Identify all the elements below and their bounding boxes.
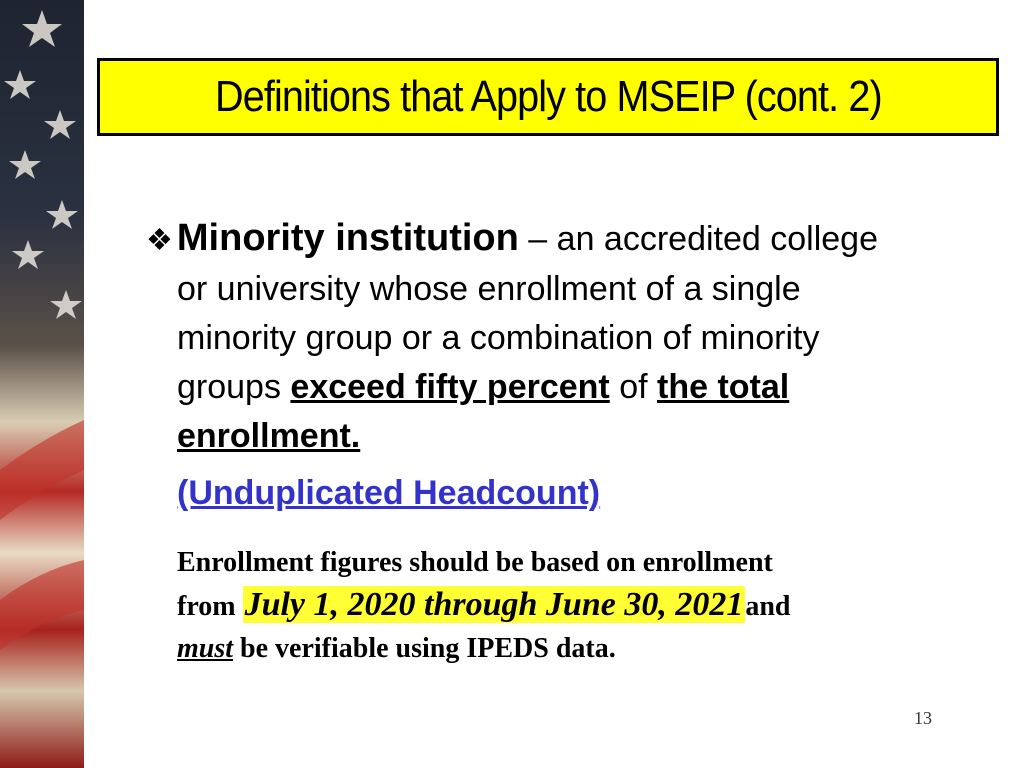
flag-stars-image xyxy=(0,0,84,768)
flag-decoration xyxy=(0,0,84,768)
note-line-2 xyxy=(177,584,967,628)
definition-line-4 xyxy=(146,363,976,412)
note-line-3 xyxy=(177,628,967,670)
slide-title: Definitions that Apply to MSEIP (cont. 2) xyxy=(214,72,882,121)
definition-line-2: or university whose enrollment of a single xyxy=(177,270,801,308)
enrollment-note xyxy=(177,542,967,670)
emphasis-enrollment: enrollment. xyxy=(177,417,361,455)
unduplicated-headcount-note: (Unduplicated Headcount) xyxy=(177,474,601,512)
note-rest: be verifiable using IPEDS data. xyxy=(233,633,616,664)
note-must: must xyxy=(177,633,234,664)
definition-line-5 xyxy=(146,412,976,461)
highlighted-dates: July 1, 2020 through June 30, 2021 xyxy=(244,586,744,623)
page-number: 13 xyxy=(914,708,932,728)
groups-text: groups xyxy=(177,368,291,406)
definition-block xyxy=(146,214,976,461)
note-and: and xyxy=(745,591,791,622)
term-label: Minority institution xyxy=(176,217,519,259)
definition-first-line xyxy=(146,214,976,265)
note-line-1: Enrollment figures should be based on enrollment xyxy=(177,547,773,578)
emphasis-total: the total xyxy=(657,368,790,406)
note-from: from xyxy=(177,591,243,622)
emphasis-fifty-percent: exceed fifty percent xyxy=(290,368,610,406)
definition-text: – an accredited college xyxy=(518,220,878,258)
definition-line-3: minority group or a combination of minority xyxy=(177,319,820,357)
diamond-bullet-icon: ❖ xyxy=(146,224,173,257)
of-text: of xyxy=(609,368,658,406)
title-box xyxy=(97,58,999,136)
